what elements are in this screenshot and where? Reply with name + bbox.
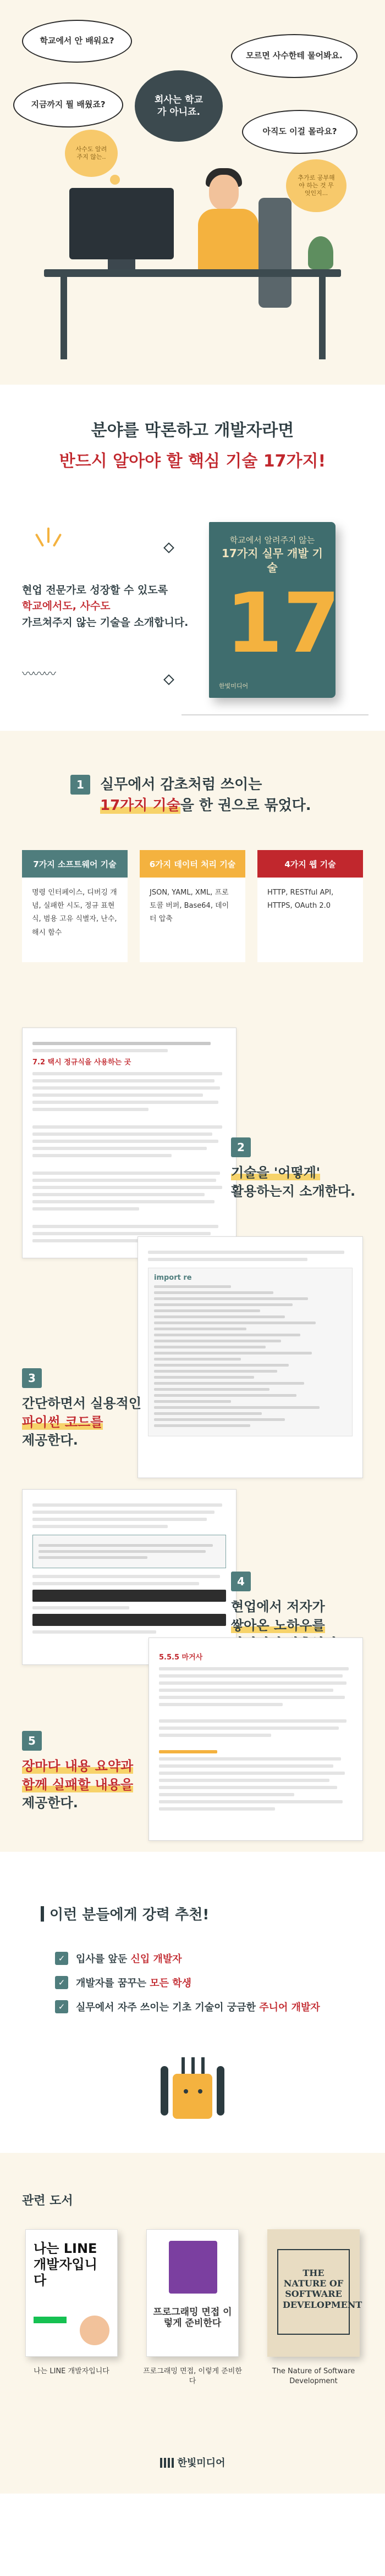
recommend-section [0, 1852, 385, 2153]
feature-2-label: 2 기술을 '어떻게' 활용하는지 소개한다. [231, 1137, 355, 1201]
feature-1-title: 실무에서 감초처럼 쓰이는 17가지 기술을 한 권으로 묶었다. [100, 776, 311, 814]
tech-card-body: 명령 인터페이스, 디버깅 개념, 실패한 시도, 정규 표현식, 범용 고유 식별자, 난수, 해시 함수 [22, 878, 128, 962]
feature-1-section [0, 731, 385, 1017]
feature-showcase-section [0, 1017, 385, 1852]
timeline-divider [182, 714, 369, 715]
wave-decoration: 〰〰〰 [22, 668, 56, 681]
thought-cloud: 사수도 알려주지 않는.. [65, 130, 118, 177]
diamond-icon [163, 542, 174, 553]
publisher-footer: 한빛미디어 [0, 2455, 385, 2469]
book-title: 학교에서 알려주지 않는 17가지 실무 개발 기술 [222, 535, 323, 574]
headline-line-1: 분야를 막론하고 개발자라면 [91, 421, 294, 440]
book-cover[interactable]: THE NATURE OF SOFTWARE DEVELOPMENT [267, 2229, 360, 2357]
desk-leg [319, 277, 326, 359]
plant-illustration [308, 236, 333, 269]
robot-mascot-icon [160, 2055, 226, 2121]
list-item: ✓ 개발자를 꿈꾸는 모든 학생 [55, 1975, 385, 1990]
check-icon: ✓ [55, 1976, 68, 1989]
book-caption: The Nature of Software Development [272, 2367, 355, 2386]
book-caption: 나는 LINE 개발자입니다 [34, 2367, 109, 2375]
tech-card-head: 4가지 웹 기술 [257, 850, 363, 878]
sample-code-page [138, 1236, 363, 1478]
sparkle-ray [47, 528, 50, 543]
feature-5-label: 5 장마다 내용 요약과 함께 실패할 내용을 제공한다. [22, 1731, 133, 1813]
book-cover[interactable]: 나는 LINE 개발자입니다 [25, 2229, 118, 2357]
tech-category-cards [22, 850, 385, 962]
book-caption: 프로그래밍 면접, 이렇게 준비한다 [143, 2367, 242, 2386]
tech-card-software [22, 850, 128, 962]
list-item: ✓ 실무에서 자주 쓰이는 기초 기술이 궁금한 주니어 개발자 [55, 2000, 385, 2014]
code-block: import re [148, 1268, 353, 1436]
related-book-nature[interactable] [264, 2229, 363, 2386]
diamond-icon [163, 674, 174, 685]
developer-face [209, 175, 239, 210]
sample-summary-page [148, 1637, 363, 1841]
hero-illustration [0, 0, 385, 385]
related-books-section [0, 2153, 385, 2494]
list-item: ✓ 입사를 앞둔 신입 개발자 [55, 1951, 385, 1966]
speech-bubble: 학교에서 안 배워요? [22, 20, 132, 63]
tech-card-body: HTTP, RESTful API, HTTPS, OAuth 2.0 [257, 878, 363, 962]
feature-4-label: 4 현업에서 저자가 쌓아온 노하우를 [231, 1572, 343, 1653]
check-icon: ✓ [55, 1952, 68, 1965]
terminal-bar [32, 1614, 226, 1626]
sample-page-heading: 5.5.5 마거사 [159, 1653, 203, 1662]
publisher-logo-icon [160, 2458, 174, 2468]
check-icon: ✓ [55, 2000, 68, 2013]
feature-3-label: 3 간단하면서 실용적인 파이썬 코드를 제공한다. [22, 1368, 141, 1450]
speech-bubble-highlight: 회사는 학교가 아니죠. [135, 70, 223, 142]
related-title: 관련 도서 [22, 2194, 73, 2208]
speech-bubble: 모르면 사수한테 물어봐요. [231, 34, 358, 78]
book-intro-section [0, 500, 385, 731]
headline-line-2: 반드시 알아야 할 핵심 기술 17가지! [59, 452, 326, 471]
sample-page [22, 1028, 237, 1258]
chair-illustration [258, 198, 292, 308]
related-books-row [22, 2229, 363, 2386]
tip-box [32, 1535, 226, 1568]
headline-section [0, 385, 385, 500]
feature-number: 1 [70, 775, 90, 795]
tech-card-head: 7가지 소프트웨어 기술 [22, 850, 128, 878]
tech-card-body: JSON, YAML, XML, 프로토콜 버퍼, Base64, 데이터 압축 [140, 878, 245, 962]
related-book-interview[interactable] [143, 2229, 242, 2386]
tech-card-head: 6가지 데이터 처리 기술 [140, 850, 245, 878]
tech-card-data [140, 850, 245, 962]
sparkle-ray [35, 534, 44, 547]
thought-dot [110, 175, 120, 185]
sparkle-ray [53, 534, 62, 547]
recommend-list [55, 1951, 385, 2014]
intro-copy: 현업 전문가로 성장할 수 있도록 학교에서도, 사수도 가르쳐주지 않는 기술을 소개합니다. [22, 584, 189, 629]
book-big-number: 17 [226, 576, 340, 671]
thought-cloud: 추가로 공부해야 하는 것 무엇인지... [286, 159, 346, 212]
desk-illustration [44, 269, 341, 277]
book-publisher: 한빛미디어 [219, 682, 249, 690]
speech-bubble: 아직도 이걸 몰라요? [242, 110, 358, 154]
desk-leg [61, 277, 67, 359]
developer-body [198, 209, 258, 275]
tech-card-web [257, 850, 363, 962]
recommend-title: 이런 분들에게 강력 추천! [41, 1903, 385, 1924]
monitor-illustration [69, 188, 174, 259]
speech-bubble: 지금까지 뭘 배웠죠? [13, 82, 123, 127]
sample-page-heading: 7.2 택시 정규식을 사용하는 곳 [32, 1058, 131, 1067]
book-cover [209, 522, 340, 698]
related-book-line[interactable] [22, 2229, 121, 2386]
terminal-bar [32, 1590, 226, 1602]
book-cover[interactable]: 프로그래밍 면접 이렇게 준비한다 [146, 2229, 239, 2357]
